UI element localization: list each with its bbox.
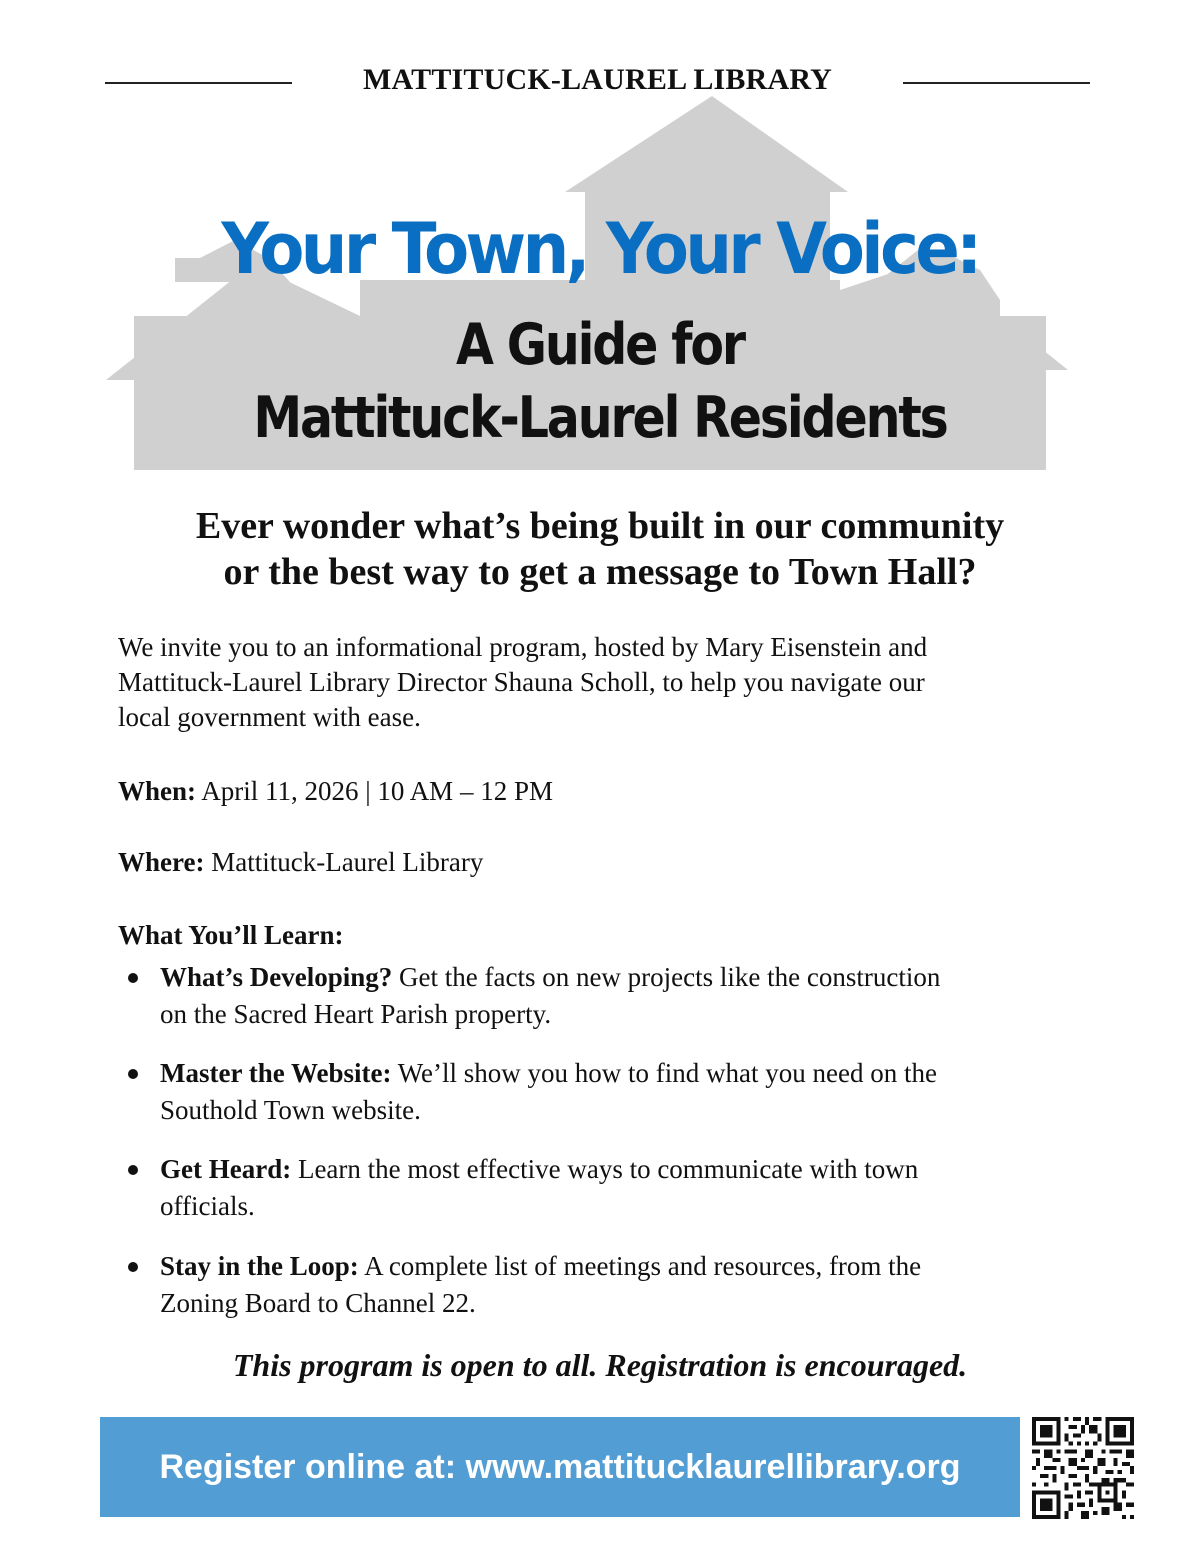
bullet-text-line1: Get the facts on new projects like the construction — [399, 962, 941, 992]
where-label: Where: — [118, 847, 205, 877]
bullet-text-line2: Zoning Board to Channel 22. — [160, 1288, 476, 1318]
tagline — [100, 503, 1100, 595]
bullet-text-line2: officials. — [160, 1191, 255, 1221]
intro-line1: We invite you to an informational program, hosted by Mary Eisenstein and — [118, 632, 928, 662]
title-subtitle-line1: A Guide for — [456, 312, 744, 378]
bullet-text-line1: Learn the most effective ways to communicate with town — [297, 1154, 919, 1184]
when-value: April 11, 2026 | 10 AM – 12 PM — [201, 776, 553, 806]
register-link[interactable]: Register online at: www.mattitucklaurellibrary.org — [159, 1448, 961, 1486]
bullet-lead: What’s Developing? — [160, 962, 393, 992]
bullet-dot — [128, 1069, 138, 1079]
event-when — [118, 773, 553, 809]
library-name: MATTITUCK-LAUREL LIBRARY — [362, 63, 833, 96]
bullet-text-line1: We’ll show you how to find what you need on the — [397, 1058, 937, 1088]
intro-line3: local government with ease. — [118, 702, 421, 732]
learn-heading: What You’ll Learn: — [118, 920, 344, 950]
tagline-line2: or the best way to get a message to Town Hall? — [223, 551, 977, 593]
list-item — [160, 959, 1080, 1033]
tagline-line1: Ever wonder what’s being built in our community — [195, 505, 1005, 547]
title-subtitle-line2: Mattituck-Laurel Residents — [253, 385, 947, 451]
intro-line2: Mattituck-Laurel Library Director Shauna Scholl, to help you navigate our — [118, 667, 925, 697]
bullet-text-line1: A complete list of meetings and resources, from the — [364, 1251, 922, 1281]
bullet-lead: Get Heard: — [160, 1154, 292, 1184]
bullet-text-line2: Southold Town website. — [160, 1095, 421, 1125]
bullet-lead: Master the Website: — [160, 1058, 392, 1088]
bullet-text-line2: on the Sacred Heart Parish property. — [160, 999, 552, 1029]
register-banner[interactable] — [100, 1417, 1020, 1517]
list-item — [160, 1151, 1080, 1225]
qr-code-icon[interactable] — [1032, 1417, 1134, 1519]
bullet-dot — [128, 1262, 138, 1272]
event-where — [118, 844, 483, 880]
list-item — [160, 1055, 1080, 1129]
bullet-dot — [128, 1165, 138, 1175]
list-item — [160, 1248, 1080, 1322]
title-main: Your Town, Your Voice: — [221, 208, 979, 290]
intro-paragraph — [118, 630, 1078, 735]
closing-note: This program is open to all. Registration is encouraged. — [232, 1347, 968, 1383]
bullet-dot — [128, 973, 138, 983]
where-value: Mattituck-Laurel Library — [211, 847, 484, 877]
bullet-lead: Stay in the Loop: — [160, 1251, 359, 1281]
when-label: When: — [118, 776, 197, 806]
